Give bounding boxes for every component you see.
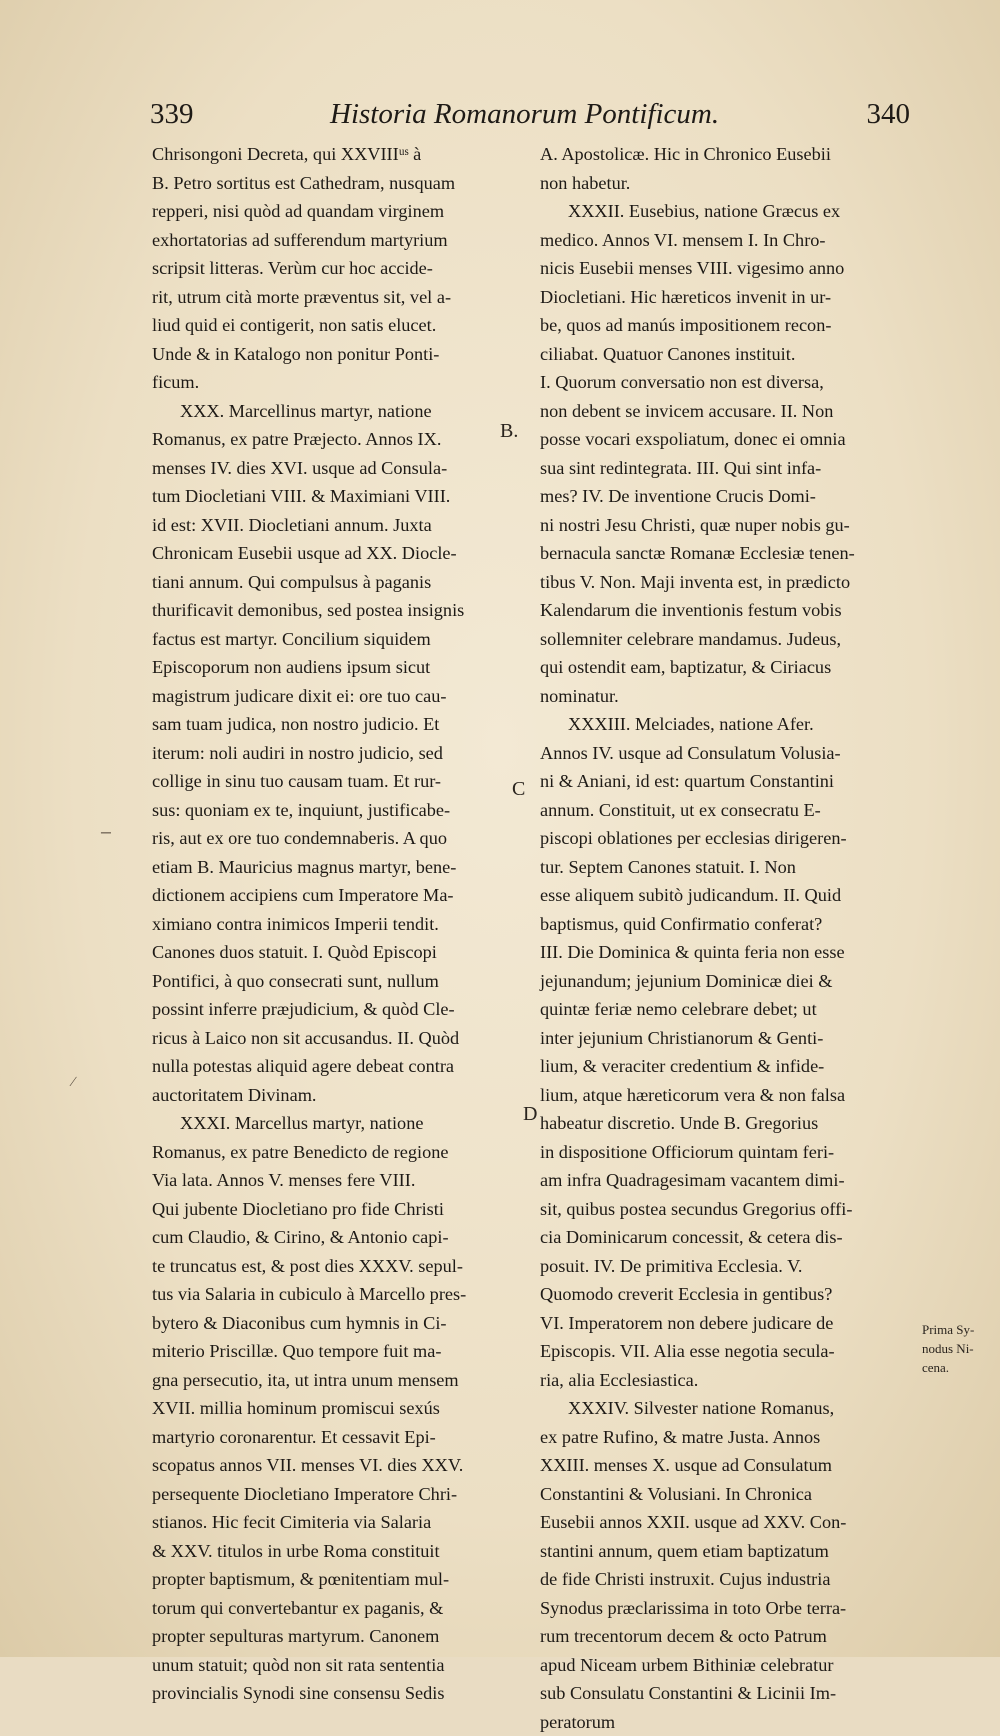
text-line: XXXI. Marcellus martyr, natione <box>152 1109 524 1138</box>
text-line: auctoritatem Divinam. <box>152 1081 524 1110</box>
text-line: Synodus præclarissima in toto Orbe terra- <box>540 1594 916 1623</box>
margin-smudge: ∕ <box>72 1075 74 1091</box>
text-line: peratorum <box>540 1708 916 1736</box>
text-line: collige in sinu tuo causam tuam. Et rur- <box>152 767 524 796</box>
text-line: ris, aut ex ore tuo condemnaberis. A quo <box>152 824 524 853</box>
page-number-left: 339 <box>150 98 194 131</box>
text-line: torum qui convertebantur ex paganis, & <box>152 1594 524 1623</box>
text-line: III. Die Dominica & quinta feria non esse <box>540 938 916 967</box>
text-line: rit, utrum cità morte præventus sit, vel a- <box>152 283 524 312</box>
text-line: inter jejunium Christianorum & Genti- <box>540 1024 916 1053</box>
text-line: miterio Priscillæ. Quo tempore fuit ma- <box>152 1337 524 1366</box>
text-line: sub Consulatu Constantini & Licinii Im- <box>540 1679 916 1708</box>
text-line: id est: XVII. Diocletiani annum. Juxta <box>152 511 524 540</box>
margin-smudge: ─ <box>101 826 111 842</box>
text-line: Eusebii annos XXII. usque ad XXV. Con- <box>540 1508 916 1537</box>
text-line: Episcopis. VII. Alia esse negotia secula- <box>540 1337 916 1366</box>
text-line: exhortatorias ad sufferendum martyrium <box>152 226 524 255</box>
text-line: Episcoporum non audiens ipsum sicut <box>152 653 524 682</box>
text-line: VI. Imperatorem non debere judicare de <box>540 1309 916 1338</box>
text-line: be, quos ad manús impositionem recon- <box>540 311 916 340</box>
text-line: XXXIV. Silvester natione Romanus, <box>540 1394 916 1423</box>
text-line: etiam B. Mauricius magnus martyr, bene- <box>152 853 524 882</box>
text-line: sam tuam judica, non nostro judicio. Et <box>152 710 524 739</box>
text-line: XXXII. Eusebius, natione Græcus ex <box>540 197 916 226</box>
text-line: posse vocari exspoliatum, donec ei omnia <box>540 425 916 454</box>
text-line: cia Dominicarum concessit, & cetera dis- <box>540 1223 916 1252</box>
text-line: ficum. <box>152 368 524 397</box>
text-line: baptismus, quid Confirmatio conferat? <box>540 910 916 939</box>
text-line: stantini annum, quem etiam baptizatum <box>540 1537 916 1566</box>
text-line: A. Apostolicæ. Hic in Chronico Eusebii <box>540 140 916 169</box>
text-line: XXIII. menses X. usque ad Consulatum <box>540 1451 916 1480</box>
text-line: XXXIII. Melciades, natione Afer. <box>540 710 916 739</box>
text-line: menses IV. dies XVI. usque ad Consula- <box>152 454 524 483</box>
text-line: factus est martyr. Concilium siquidem <box>152 625 524 654</box>
text-line: te truncatus est, & post dies XXXV. sepul- <box>152 1252 524 1281</box>
text-line: Chrisongoni Decreta, qui XXVIIIᵘˢ à <box>152 140 524 169</box>
text-line: I. Quorum conversatio non est diversa, <box>540 368 916 397</box>
text-line: piscopi oblationes per ecclesias dirigeren- <box>540 824 916 853</box>
left-column <box>152 140 524 1708</box>
text-line: Constantini & Volusiani. In Chronica <box>540 1480 916 1509</box>
text-line: mes? IV. De inventione Crucis Domi- <box>540 482 916 511</box>
text-line: bernacula sanctæ Romanæ Ecclesiæ tenen- <box>540 539 916 568</box>
margin-letter-c: C <box>512 778 525 801</box>
text-line: ricus à Laico non sit accusandus. II. Quòd <box>152 1024 524 1053</box>
text-line: Chronicam Eusebii usque ad XX. Diocle- <box>152 539 524 568</box>
text-line: XVII. millia hominum promiscui sexús <box>152 1394 524 1423</box>
text-line: tiani annum. Qui compulsus à paganis <box>152 568 524 597</box>
text-line: possint inferre præjudicium, & quòd Cle- <box>152 995 524 1024</box>
text-line: lium, atque hæreticorum vera & non falsa <box>540 1081 916 1110</box>
text-line: Canones duos statuit. I. Quòd Episcopi <box>152 938 524 967</box>
text-line: dictionem accipiens cum Imperatore Ma- <box>152 881 524 910</box>
text-line: habeatur discretio. Unde B. Gregorius <box>540 1109 916 1138</box>
margin-letter-b: B. <box>500 420 518 443</box>
text-line: tum Diocletiani VIII. & Maximiani VIII. <box>152 482 524 511</box>
text-line: bytero & Diaconibus cum hymnis in Ci- <box>152 1309 524 1338</box>
text-line: gna persecutio, ita, ut intra unum mensem <box>152 1366 524 1395</box>
text-line: liud quid ei contigerit, non satis elucet. <box>152 311 524 340</box>
page-number-right: 340 <box>867 98 911 131</box>
text-line: ni nostri Jesu Christi, quæ nuper nobis gu- <box>540 511 916 540</box>
text-line: repperi, nisi quòd ad quandam virginem <box>152 197 524 226</box>
text-line: Qui jubente Diocletiano pro fide Christi <box>152 1195 524 1224</box>
text-line: tibus V. Non. Maji inventa est, in prædicto <box>540 568 916 597</box>
text-line: apud Niceam urbem Bithiniæ celebratur <box>540 1651 916 1680</box>
text-line: XXX. Marcellinus martyr, natione <box>152 397 524 426</box>
running-header <box>150 98 910 142</box>
text-line: Via lata. Annos V. menses fere VIII. <box>152 1166 524 1195</box>
side-note-line: cena. <box>922 1358 998 1377</box>
margin-letter-d: D <box>523 1103 537 1126</box>
text-line: propter baptismum, & pœnitentiam mul- <box>152 1565 524 1594</box>
text-line: magistrum judicare dixit ei: ore tuo cau- <box>152 682 524 711</box>
text-line: non habetur. <box>540 169 916 198</box>
text-line: iterum: noli audiri in nostro judicio, sed <box>152 739 524 768</box>
text-line: rum trecentorum decem & octo Patrum <box>540 1622 916 1651</box>
text-line: Annos IV. usque ad Consulatum Volusia- <box>540 739 916 768</box>
text-line: scopatus annos VII. menses VI. dies XXV. <box>152 1451 524 1480</box>
text-line: sollemniter celebrare mandamus. Judeus, <box>540 625 916 654</box>
text-line: & XXV. titulos in urbe Roma constituit <box>152 1537 524 1566</box>
text-line: Unde & in Katalogo non ponitur Ponti- <box>152 340 524 369</box>
right-column <box>540 140 916 1736</box>
text-line: qui ostendit eam, baptizatur, & Ciriacus <box>540 653 916 682</box>
text-line: tur. Septem Canones statuit. I. Non <box>540 853 916 882</box>
text-line: unum statuit; quòd non sit rata sententia <box>152 1651 524 1680</box>
text-line: ex patre Rufino, & matre Justa. Annos <box>540 1423 916 1452</box>
text-line: ximiano contra inimicos Imperii tendit. <box>152 910 524 939</box>
text-line: nicis Eusebii menses VIII. vigesimo anno <box>540 254 916 283</box>
text-line: scripsit litteras. Verùm cur hoc accide- <box>152 254 524 283</box>
text-line: posuit. IV. De primitiva Ecclesia. V. <box>540 1252 916 1281</box>
text-line: Romanus, ex patre Benedicto de regione <box>152 1138 524 1167</box>
text-line: Romanus, ex patre Præjecto. Annos IX. <box>152 425 524 454</box>
text-line: in dispositione Officiorum quintam feri- <box>540 1138 916 1167</box>
text-line: esse aliquem subitò judicandum. II. Quid <box>540 881 916 910</box>
text-line: ni & Aniani, id est: quartum Constantini <box>540 767 916 796</box>
text-line: propter sepulturas martyrum. Canonem <box>152 1622 524 1651</box>
text-line: am infra Quadragesimam vacantem dimi- <box>540 1166 916 1195</box>
text-line: stianos. Hic fecit Cimiteria via Salaria <box>152 1508 524 1537</box>
text-line: Quomodo creverit Ecclesia in gentibus? <box>540 1280 916 1309</box>
text-line: annum. Constituit, ut ex consecratu E- <box>540 796 916 825</box>
text-line: sua sint redintegrata. III. Qui sint infa- <box>540 454 916 483</box>
text-line: thurificavit demonibus, sed postea insignis <box>152 596 524 625</box>
text-line: Pontifici, à quo consecrati sunt, nullum <box>152 967 524 996</box>
text-line: tus via Salaria in cubiculo à Marcello pres- <box>152 1280 524 1309</box>
text-line: nulla potestas aliquid agere debeat contra <box>152 1052 524 1081</box>
text-line: nominatur. <box>540 682 916 711</box>
text-line: Diocletiani. Hic hæreticos invenit in ur- <box>540 283 916 312</box>
text-line: ciliabat. Quatuor Canones instituit. <box>540 340 916 369</box>
text-line: B. Petro sortitus est Cathedram, nusquam <box>152 169 524 198</box>
text-line: medico. Annos VI. mensem I. In Chro- <box>540 226 916 255</box>
text-line: lium, & veraciter credentium & infide- <box>540 1052 916 1081</box>
side-note <box>922 1320 998 1377</box>
side-note-line: Prima Sy- <box>922 1320 998 1339</box>
text-line: persequente Diocletiano Imperatore Chri- <box>152 1480 524 1509</box>
text-line: quintæ feriæ nemo celebrare debet; ut <box>540 995 916 1024</box>
text-line: cum Claudio, & Cirino, & Antonio capi- <box>152 1223 524 1252</box>
side-note-line: nodus Ni- <box>922 1339 998 1358</box>
text-line: sit, quibus postea secundus Gregorius offi- <box>540 1195 916 1224</box>
text-line: martyrio coronarentur. Et cessavit Epi- <box>152 1423 524 1452</box>
text-line: non debent se invicem accusare. II. Non <box>540 397 916 426</box>
running-title: Historia Romanorum Pontificum. <box>330 98 719 131</box>
text-line: sus: quoniam ex te, inquiunt, justificabe- <box>152 796 524 825</box>
text-line: provincialis Synodi sine consensu Sedis <box>152 1679 524 1708</box>
text-line: ria, alia Ecclesiastica. <box>540 1366 916 1395</box>
text-line: jejunandum; jejunium Dominicæ diei & <box>540 967 916 996</box>
text-line: Kalendarum die inventionis festum vobis <box>540 596 916 625</box>
text-line: de fide Christi instruxit. Cujus industria <box>540 1565 916 1594</box>
